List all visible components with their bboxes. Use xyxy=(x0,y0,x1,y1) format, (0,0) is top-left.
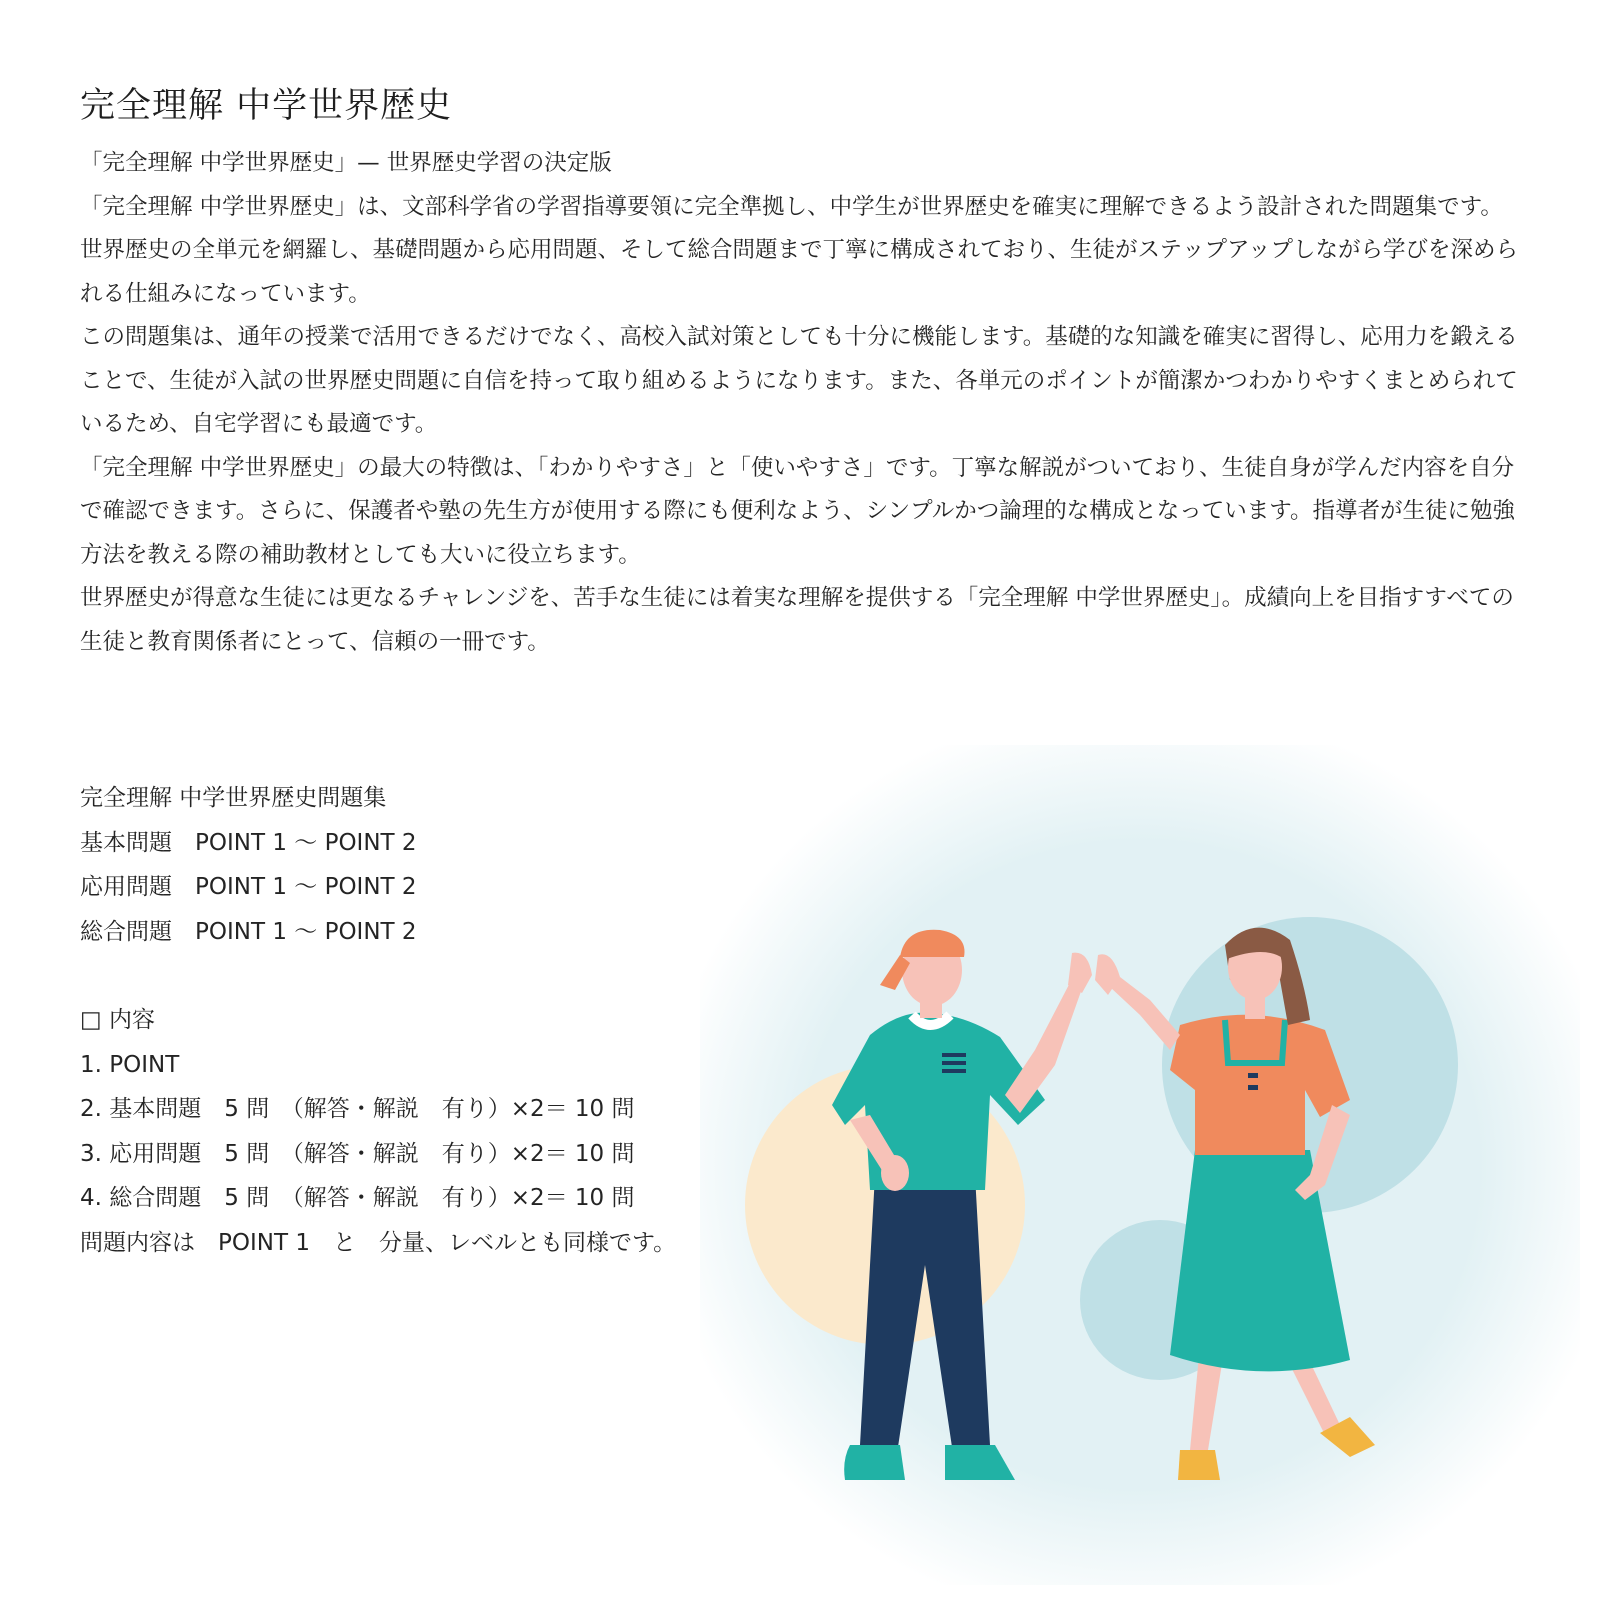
intro-paragraph: この問題集は、通年の授業で活用できるだけでなく、高校入試対策としても十分に機能します。基礎的な知識を確実に習得し、応用力を鍛えることで、生徒が入試の世界歴史問題に自信を持って取り組めるようになります。また、各単元のポイントが簡潔かつわかりやすくまとめられているため、自宅学習にも最適です。 xyxy=(80,324,1518,437)
contents-item: 4. 総合問題 5 問 （解答・解説 有り）×2＝ 10 問 xyxy=(80,1185,635,1211)
section-item: 基本問題 POINT 1 〜 POINT 2 xyxy=(80,829,417,856)
intro-paragraph: 世界歴史が得意な生徒には更なるチャレンジを、苦手な生徒には着実な理解を提供する「完全理解 中学世界歴史」。成績向上を目指すすべての生徒と教育関係者にとって、信頼の一冊です。 xyxy=(80,585,1514,655)
contents-item: 1. POINT xyxy=(80,1051,180,1078)
contents-item: 2. 基本問題 5 問 （解答・解説 有り）×2＝ 10 問 xyxy=(80,1096,635,1122)
high-five-illustration xyxy=(700,745,1580,1585)
intro-paragraph: 「完全理解 中学世界歴史」は、文部科学省の学習指導要領に完全準拠し、中学生が世界歴史を確実に理解できるよう設計された問題集です。世界歴史の全単元を網羅し、基礎問題から応用問題、そして総合問題まで丁寧に構成されており、生徒がステップアップしながら学びを深められる仕組みになっています。 xyxy=(80,193,1518,307)
intro-text xyxy=(80,142,1520,664)
product-details xyxy=(80,776,760,1265)
intro-headline: 「完全理解 中学世界歴史」— 世界歴史学習の決定版 xyxy=(80,150,612,176)
section-item: 総合問題 POINT 1 〜 POINT 2 xyxy=(80,918,417,945)
contents-heading: □ 内容 xyxy=(80,1007,156,1033)
high-five-svg xyxy=(700,745,1580,1585)
intro-paragraph: 「完全理解 中学世界歴史」の最大の特徴は、「わかりやすさ」と「使いやすさ」です。丁寧な解説がついており、生徒自身が学んだ内容を自分で確認できます。さらに、保護者や塾の先生方が使用する際にも便利なよう、シンプルかつ論理的な構成となっています。指導者が生徒に勉強方法を教える際の補助教材としても大いに役立ちます。 xyxy=(80,454,1515,568)
spacer xyxy=(80,954,760,998)
product-name: 完全理解 中学世界歴史問題集 xyxy=(80,785,387,811)
page-title: 完全理解 中学世界歴史 xyxy=(80,86,453,126)
contents-item: 3. 応用問題 5 問 （解答・解説 有り）×2＝ 10 問 xyxy=(80,1140,635,1167)
section-item: 応用問題 POINT 1 〜 POINT 2 xyxy=(80,874,417,900)
contents-note: 問題内容は POINT 1 と 分量、レベルとも同様です。 xyxy=(80,1229,677,1256)
